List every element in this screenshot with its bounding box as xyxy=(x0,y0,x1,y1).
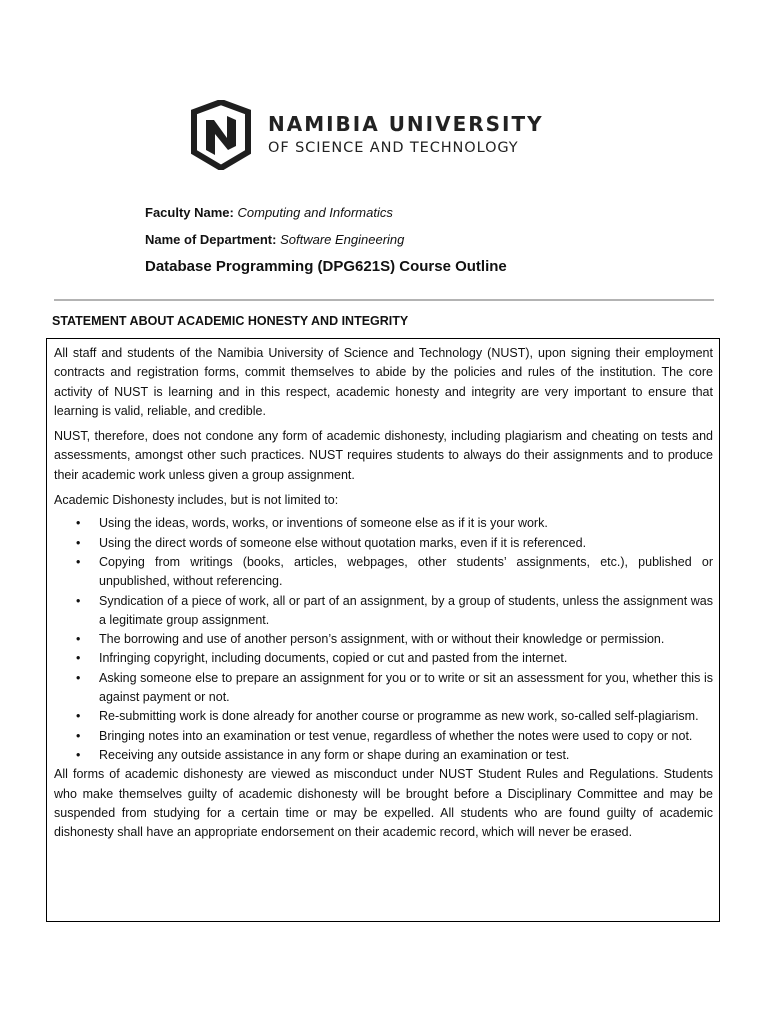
bullet-icon: • xyxy=(76,651,81,666)
bullet-icon: • xyxy=(76,516,81,531)
list-item: • Re-submitting work is done already for another course or programme as new work, so-called self-plagiarism. xyxy=(54,707,713,726)
university-logo xyxy=(190,100,544,170)
bullet-icon: • xyxy=(76,709,81,724)
bullet-icon: • xyxy=(76,632,81,647)
department-label: Name of Department: xyxy=(145,232,277,247)
paragraph-intro: All staff and students of the Namibia University of Science and Technology (NUST), upon signing their employment contracts and registration forms, commit themselves to abide by the policies and rules of the institution. The core activity of NUST is learning and in this respect, academic honesty and integrity are very important to ensure that learning is valid, reliable, and credible. xyxy=(54,346,713,418)
bullet-icon: • xyxy=(76,554,81,569)
dishonesty-list xyxy=(54,514,713,765)
logo-university-name: NAMIBIA UNIVERSITY xyxy=(268,112,544,136)
department-line xyxy=(145,232,404,247)
bullet-icon: • xyxy=(76,593,81,608)
list-item: • Using the direct words of someone else without quotation marks, even if it is referenced. xyxy=(54,534,713,553)
list-item: • Copying from writings (books, articles, webpages, other students’ assignments, etc.), published or unpublished, without referencing. xyxy=(76,554,713,589)
faculty-line xyxy=(145,205,393,220)
nust-shield-logo-icon xyxy=(190,100,252,170)
paragraph-closing: All forms of academic dishonesty are viewed as misconduct under NUST Student Rules and Regulations. Students who make themselves guilty of academic dishonesty will be brought before a Disciplinary Committee and may be suspended from studying for a certain time or may be expelled. All students who are found guilty of academic dishonesty shall have an appropriate endorsement on their academic record, which will never be erased. xyxy=(54,767,713,840)
list-item: • Infringing copyright, including documents, copied or cut and pasted from the internet. xyxy=(54,649,713,668)
bullet-icon: • xyxy=(76,670,81,685)
list-item: • Using the ideas, words, works, or inventions of someone else as if it is your work. xyxy=(54,514,713,533)
logo-university-subtitle: OF SCIENCE AND TECHNOLOGY xyxy=(268,140,519,156)
bullet-icon: • xyxy=(76,535,81,550)
list-item: • Bringing notes into an examination or test venue, regardless of whether the notes were used to copy or not. xyxy=(54,727,713,746)
list-item: • Asking someone else to prepare an assignment for you or to write or sit an assessment for you, whether this is against payment or not. xyxy=(76,670,713,705)
bullet-icon: • xyxy=(76,747,81,762)
faculty-label: Faculty Name: xyxy=(145,205,234,220)
logo-text xyxy=(268,112,544,158)
list-item: • Receiving any outside assistance in any form or shape during an examination or test. xyxy=(54,746,713,765)
section-heading: STATEMENT ABOUT ACADEMIC HONESTY AND INTEGRITY xyxy=(52,314,409,328)
paragraph-policy: NUST, therefore, does not condone any form of academic dishonesty, including plagiarism and cheating on tests and assessments, amongst other such practices. NUST requires students to always do their assignments and to produce their academic work unless given a group assignment. xyxy=(54,429,713,482)
paragraph-list-intro: Academic Dishonesty includes, but is not limited to: xyxy=(54,493,339,508)
faculty-value: Computing and Informatics xyxy=(237,205,393,220)
list-item: • The borrowing and use of another person’s assignment, with or without their knowledge or permission. xyxy=(54,630,713,649)
list-item: • Syndication of a piece of work, all or part of an assignment, by a group of students, unless the assignment was a legitimate group assignment. xyxy=(76,593,713,627)
department-value: Software Engineering xyxy=(280,232,405,247)
academic-honesty-statement-box xyxy=(46,338,720,922)
horizontal-divider xyxy=(54,299,714,301)
course-title: Database Programming (DPG621S) Course Outline xyxy=(145,258,507,275)
bullet-icon: • xyxy=(76,728,81,743)
